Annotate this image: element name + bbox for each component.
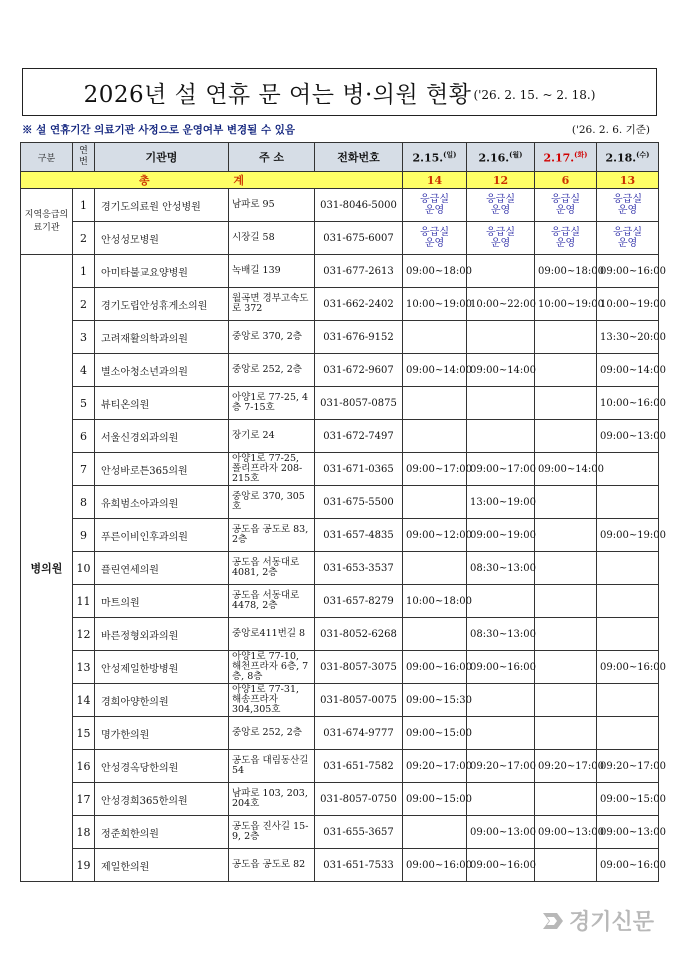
address: 월곡면 경부고속도로 372 [229, 288, 315, 321]
hours-day-3 [535, 684, 597, 717]
hours-day-1: 09:20~17:00 [403, 750, 467, 783]
emergency-open [538, 227, 593, 249]
table-row [21, 222, 659, 255]
phone: 031-674-9777 [315, 717, 403, 750]
address: 아양1로 77-25, 폴리프라자 208-215호 [229, 453, 315, 486]
row-no: 5 [73, 387, 95, 420]
group-hospital: 병의원 [21, 255, 73, 882]
hours-day-1 [403, 321, 467, 354]
row-no: 10 [73, 552, 95, 585]
address: 공도읍 서동대로 4478, 2층 [229, 585, 315, 618]
institution-name: 별소아청소년과의원 [95, 354, 229, 387]
hours-day-1 [403, 420, 467, 453]
total-count-4: 13 [597, 172, 659, 189]
phone: 031-8057-3075 [315, 651, 403, 684]
hours-day-4: 10:00~16:00 [597, 387, 659, 420]
address: 아양1로 77-31, 해송프라자 304,305호 [229, 684, 315, 717]
header-addr: 주 소 [229, 143, 315, 172]
hours-day-3: 10:00~19:00 [535, 288, 597, 321]
hours-day-4 [597, 552, 659, 585]
emergency-line-2: 운영 [617, 238, 638, 249]
address: 중앙로 370, 2층 [229, 321, 315, 354]
address: 남파로 103, 203, 204호 [229, 783, 315, 816]
phone: 031-8052-6268 [315, 618, 403, 651]
table-row [21, 816, 659, 849]
row-no: 3 [73, 321, 95, 354]
phone: 031-671-0365 [315, 453, 403, 486]
hours-day-2 [467, 684, 535, 717]
hours-day-3 [535, 222, 597, 255]
hours-day-4 [597, 684, 659, 717]
hours-day-3 [535, 321, 597, 354]
emergency-open [538, 194, 593, 216]
hours-day-4: 09:00~19:00 [597, 519, 659, 552]
hours-day-3: 09:00~18:00 [535, 255, 597, 288]
hours-day-2: 09:00~14:00 [467, 354, 535, 387]
institution-name: 정준희한의원 [95, 816, 229, 849]
newspaper-logo-icon [541, 911, 565, 931]
table-row [21, 552, 659, 585]
phone: 031-8057-0750 [315, 783, 403, 816]
address: 장기로 24 [229, 420, 315, 453]
phone: 031-8057-0075 [315, 684, 403, 717]
header-name: 기관명 [95, 143, 229, 172]
phone: 031-672-7497 [315, 420, 403, 453]
hours-day-2: 09:00~16:00 [467, 651, 535, 684]
hours-day-1: 10:00~18:00 [403, 585, 467, 618]
row-no: 7 [73, 453, 95, 486]
hours-day-3 [535, 519, 597, 552]
institution-name: 고려재활의학과의원 [95, 321, 229, 354]
group-emergency: 지역응급의료기관 [21, 189, 73, 255]
row-no: 2 [73, 288, 95, 321]
emergency-open [470, 227, 531, 249]
hours-day-2 [467, 420, 535, 453]
hours-day-1: 09:00~18:00 [403, 255, 467, 288]
total-count-1: 14 [403, 172, 467, 189]
phone: 031-675-6007 [315, 222, 403, 255]
table-row [21, 783, 659, 816]
emergency-line-1: 응급실 [486, 227, 515, 238]
hours-day-3 [535, 189, 597, 222]
row-no: 16 [73, 750, 95, 783]
row-no: 17 [73, 783, 95, 816]
hours-day-2: 08:30~13:00 [467, 618, 535, 651]
phone: 031-8057-0875 [315, 387, 403, 420]
hours-day-4 [597, 453, 659, 486]
hours-day-2: 10:00~22:00 [467, 288, 535, 321]
hours-day-1: 09:00~16:00 [403, 651, 467, 684]
row-no: 14 [73, 684, 95, 717]
institution-name: 플린연세의원 [95, 552, 229, 585]
header-no: 연번 [73, 143, 95, 172]
hours-day-2: 08:30~13:00 [467, 552, 535, 585]
address: 공도읍 진사길 15-9, 2층 [229, 816, 315, 849]
hours-day-1: 09:00~17:00 [403, 453, 467, 486]
table-row [21, 189, 659, 222]
hours-day-4: 09:00~13:00 [597, 420, 659, 453]
address: 공도읍 공도로 83, 2층 [229, 519, 315, 552]
hours-day-4: 09:00~15:00 [597, 783, 659, 816]
hours-day-3 [535, 354, 597, 387]
hours-day-1: 09:00~12:00 [403, 519, 467, 552]
table-row [21, 453, 659, 486]
table-row [21, 684, 659, 717]
emergency-line-1: 응급실 [420, 194, 449, 205]
hours-day-2: 13:00~19:00 [467, 486, 535, 519]
table-row [21, 486, 659, 519]
hours-day-4 [597, 486, 659, 519]
hours-day-4: 09:20~17:00 [597, 750, 659, 783]
institution-name: 안성경희365한의원 [95, 783, 229, 816]
basis-date: ('26. 2. 6. 기준) [571, 124, 650, 136]
header-tel: 전화번호 [315, 143, 403, 172]
emergency-open [470, 194, 531, 216]
total-label: 총 계 [21, 172, 403, 189]
row-no: 4 [73, 354, 95, 387]
hours-day-2 [467, 321, 535, 354]
emergency-line-1: 응급실 [613, 227, 642, 238]
row-no: 12 [73, 618, 95, 651]
row-no: 6 [73, 420, 95, 453]
phone: 031-651-7582 [315, 750, 403, 783]
table-row [21, 849, 659, 882]
hours-day-1 [403, 618, 467, 651]
phone: 031-657-4835 [315, 519, 403, 552]
phone: 031-662-2402 [315, 288, 403, 321]
phone: 031-655-3657 [315, 816, 403, 849]
hours-day-4 [597, 222, 659, 255]
table-row [21, 618, 659, 651]
phone: 031-672-9607 [315, 354, 403, 387]
hours-day-4: 09:00~16:00 [597, 849, 659, 882]
table-row [21, 420, 659, 453]
address: 녹배길 139 [229, 255, 315, 288]
hours-day-1 [403, 486, 467, 519]
hours-day-4 [597, 618, 659, 651]
hours-day-1 [403, 552, 467, 585]
emergency-open [406, 227, 463, 249]
row-no: 8 [73, 486, 95, 519]
hours-day-3 [535, 585, 597, 618]
hours-day-2: 09:00~17:00 [467, 453, 535, 486]
hours-day-1 [403, 189, 467, 222]
address: 아양1로 77-10, 해천프라자 6층, 7층, 8층 [229, 651, 315, 684]
hours-day-4 [597, 189, 659, 222]
table-row [21, 255, 659, 288]
header-day-3: 2.17.$^{(화)}$ [535, 143, 597, 172]
emergency-line-2: 운영 [555, 205, 576, 216]
hours-day-1: 09:00~16:00 [403, 849, 467, 882]
address: 중앙로 252, 2층 [229, 354, 315, 387]
institution-name: 바른정형외과의원 [95, 618, 229, 651]
address: 시장길 58 [229, 222, 315, 255]
emergency-line-1: 응급실 [551, 194, 580, 205]
emergency-line-2: 운영 [490, 238, 511, 249]
hours-day-3: 09:20~17:00 [535, 750, 597, 783]
total-count-3: 6 [535, 172, 597, 189]
institution-name: 뷰티온의원 [95, 387, 229, 420]
hours-day-2 [467, 717, 535, 750]
institution-name: 명가한의원 [95, 717, 229, 750]
header-day-2: 2.16.$^{(월)}$ [467, 143, 535, 172]
hours-day-2: 09:00~16:00 [467, 849, 535, 882]
hours-day-1: 10:00~19:00 [403, 288, 467, 321]
hours-day-2: 09:00~19:00 [467, 519, 535, 552]
phone: 031-651-7533 [315, 849, 403, 882]
emergency-open [600, 227, 655, 249]
hours-day-2 [467, 783, 535, 816]
table-row [21, 321, 659, 354]
institution-name: 안성경옥당한의원 [95, 750, 229, 783]
hours-day-2 [467, 222, 535, 255]
hours-day-2 [467, 387, 535, 420]
table-header-row [21, 143, 659, 172]
institution-name: 안성바로튼365의원 [95, 453, 229, 486]
page-title: 2026년 설 연휴 문 여는 병·의원 현황 [83, 81, 472, 108]
hours-day-3: 09:00~13:00 [535, 816, 597, 849]
institution-name: 마트의원 [95, 585, 229, 618]
phone: 031-676-9152 [315, 321, 403, 354]
row-no: 9 [73, 519, 95, 552]
address: 공도읍 공도로 82 [229, 849, 315, 882]
table-row [21, 354, 659, 387]
emergency-line-2: 운영 [555, 238, 576, 249]
address: 공도읍 대림동산길 54 [229, 750, 315, 783]
hours-day-3 [535, 717, 597, 750]
address: 공도읍 서동대로 4081, 2층 [229, 552, 315, 585]
emergency-line-1: 응급실 [420, 227, 449, 238]
institution-name: 아미타불교요양병원 [95, 255, 229, 288]
address: 중앙로 370, 305호 [229, 486, 315, 519]
address: 아양1로 77-25, 4층 7-15호 [229, 387, 315, 420]
hours-day-3 [535, 486, 597, 519]
institution-name: 유희범소아과의원 [95, 486, 229, 519]
title-box [22, 68, 657, 116]
hours-day-3 [535, 420, 597, 453]
notice-text: ※ 설 연휴기간 의료기관 사정으로 운영여부 변경될 수 있음 [22, 124, 296, 136]
emergency-line-2: 운영 [424, 238, 445, 249]
hours-day-3: 09:00~14:00 [535, 453, 597, 486]
hours-day-3 [535, 651, 597, 684]
phone: 031-677-2613 [315, 255, 403, 288]
emergency-open [406, 194, 463, 216]
institution-name: 푸른이비인후과의원 [95, 519, 229, 552]
emergency-line-1: 응급실 [613, 194, 642, 205]
watermark-text: 경기신문 [568, 910, 654, 935]
watermark [541, 905, 654, 936]
address: 남파로 95 [229, 189, 315, 222]
hours-day-1: 09:00~15:00 [403, 717, 467, 750]
emergency-line-2: 운영 [490, 205, 511, 216]
row-no: 13 [73, 651, 95, 684]
hours-day-1: 09:00~15:00 [403, 783, 467, 816]
hours-day-2 [467, 189, 535, 222]
row-no: 18 [73, 816, 95, 849]
address: 중앙로411번길 8 [229, 618, 315, 651]
row-no: 11 [73, 585, 95, 618]
table-row [21, 750, 659, 783]
hours-day-4: 09:00~16:00 [597, 255, 659, 288]
hours-day-2: 09:00~13:00 [467, 816, 535, 849]
hours-day-4: 09:00~13:00 [597, 816, 659, 849]
institution-name: 경기도의료원 안성병원 [95, 189, 229, 222]
hours-day-3 [535, 387, 597, 420]
institution-name: 안성제일한방병원 [95, 651, 229, 684]
phone: 031-675-5500 [315, 486, 403, 519]
header-gubun: 구분 [21, 143, 73, 172]
row-no: 1 [73, 255, 95, 288]
hours-day-2 [467, 255, 535, 288]
hours-day-4 [597, 585, 659, 618]
row-no: 1 [73, 189, 95, 222]
table-row [21, 651, 659, 684]
row-no: 19 [73, 849, 95, 882]
hours-day-4 [597, 717, 659, 750]
phone: 031-657-8279 [315, 585, 403, 618]
phone: 031-653-3537 [315, 552, 403, 585]
table-row [21, 717, 659, 750]
emergency-line-2: 운영 [424, 205, 445, 216]
row-no: 2 [73, 222, 95, 255]
hours-day-2 [467, 585, 535, 618]
institution-name: 경기도립안성휴게소의원 [95, 288, 229, 321]
hours-day-4: 13:30~20:00 [597, 321, 659, 354]
hours-day-1 [403, 387, 467, 420]
period-subtitle: ('26. 2. 15. ~ 2. 18.) [473, 88, 596, 102]
emergency-line-1: 응급실 [551, 227, 580, 238]
table-row [21, 585, 659, 618]
address: 중앙로 252, 2층 [229, 717, 315, 750]
phone: 031-8046-5000 [315, 189, 403, 222]
institution-name: 제일한의원 [95, 849, 229, 882]
table-row [21, 519, 659, 552]
total-count-2: 12 [467, 172, 535, 189]
hours-day-1 [403, 222, 467, 255]
hours-day-4: 09:00~14:00 [597, 354, 659, 387]
header-day-4: 2.18.$^{(수)}$ [597, 143, 659, 172]
emergency-line-2: 운영 [617, 205, 638, 216]
clinic-table [20, 142, 667, 882]
institution-name: 안성성모병원 [95, 222, 229, 255]
table-row [21, 387, 659, 420]
row-no: 15 [73, 717, 95, 750]
hours-day-1 [403, 816, 467, 849]
institution-name: 서울신경외과의원 [95, 420, 229, 453]
header-day-1: 2.15.$^{(일)}$ [403, 143, 467, 172]
emergency-line-1: 응급실 [486, 194, 515, 205]
hours-day-3 [535, 552, 597, 585]
hours-day-1: 09:00~14:00 [403, 354, 467, 387]
hours-day-3 [535, 849, 597, 882]
hours-day-3 [535, 618, 597, 651]
emergency-open [600, 194, 655, 216]
hours-day-3 [535, 783, 597, 816]
hours-day-4: 09:00~16:00 [597, 651, 659, 684]
table-row [21, 288, 659, 321]
hours-day-2: 09:20~17:00 [467, 750, 535, 783]
institution-name: 경희아양한의원 [95, 684, 229, 717]
hours-day-1: 09:00~15:30 [403, 684, 467, 717]
total-row [21, 172, 659, 189]
hours-day-4: 10:00~19:00 [597, 288, 659, 321]
